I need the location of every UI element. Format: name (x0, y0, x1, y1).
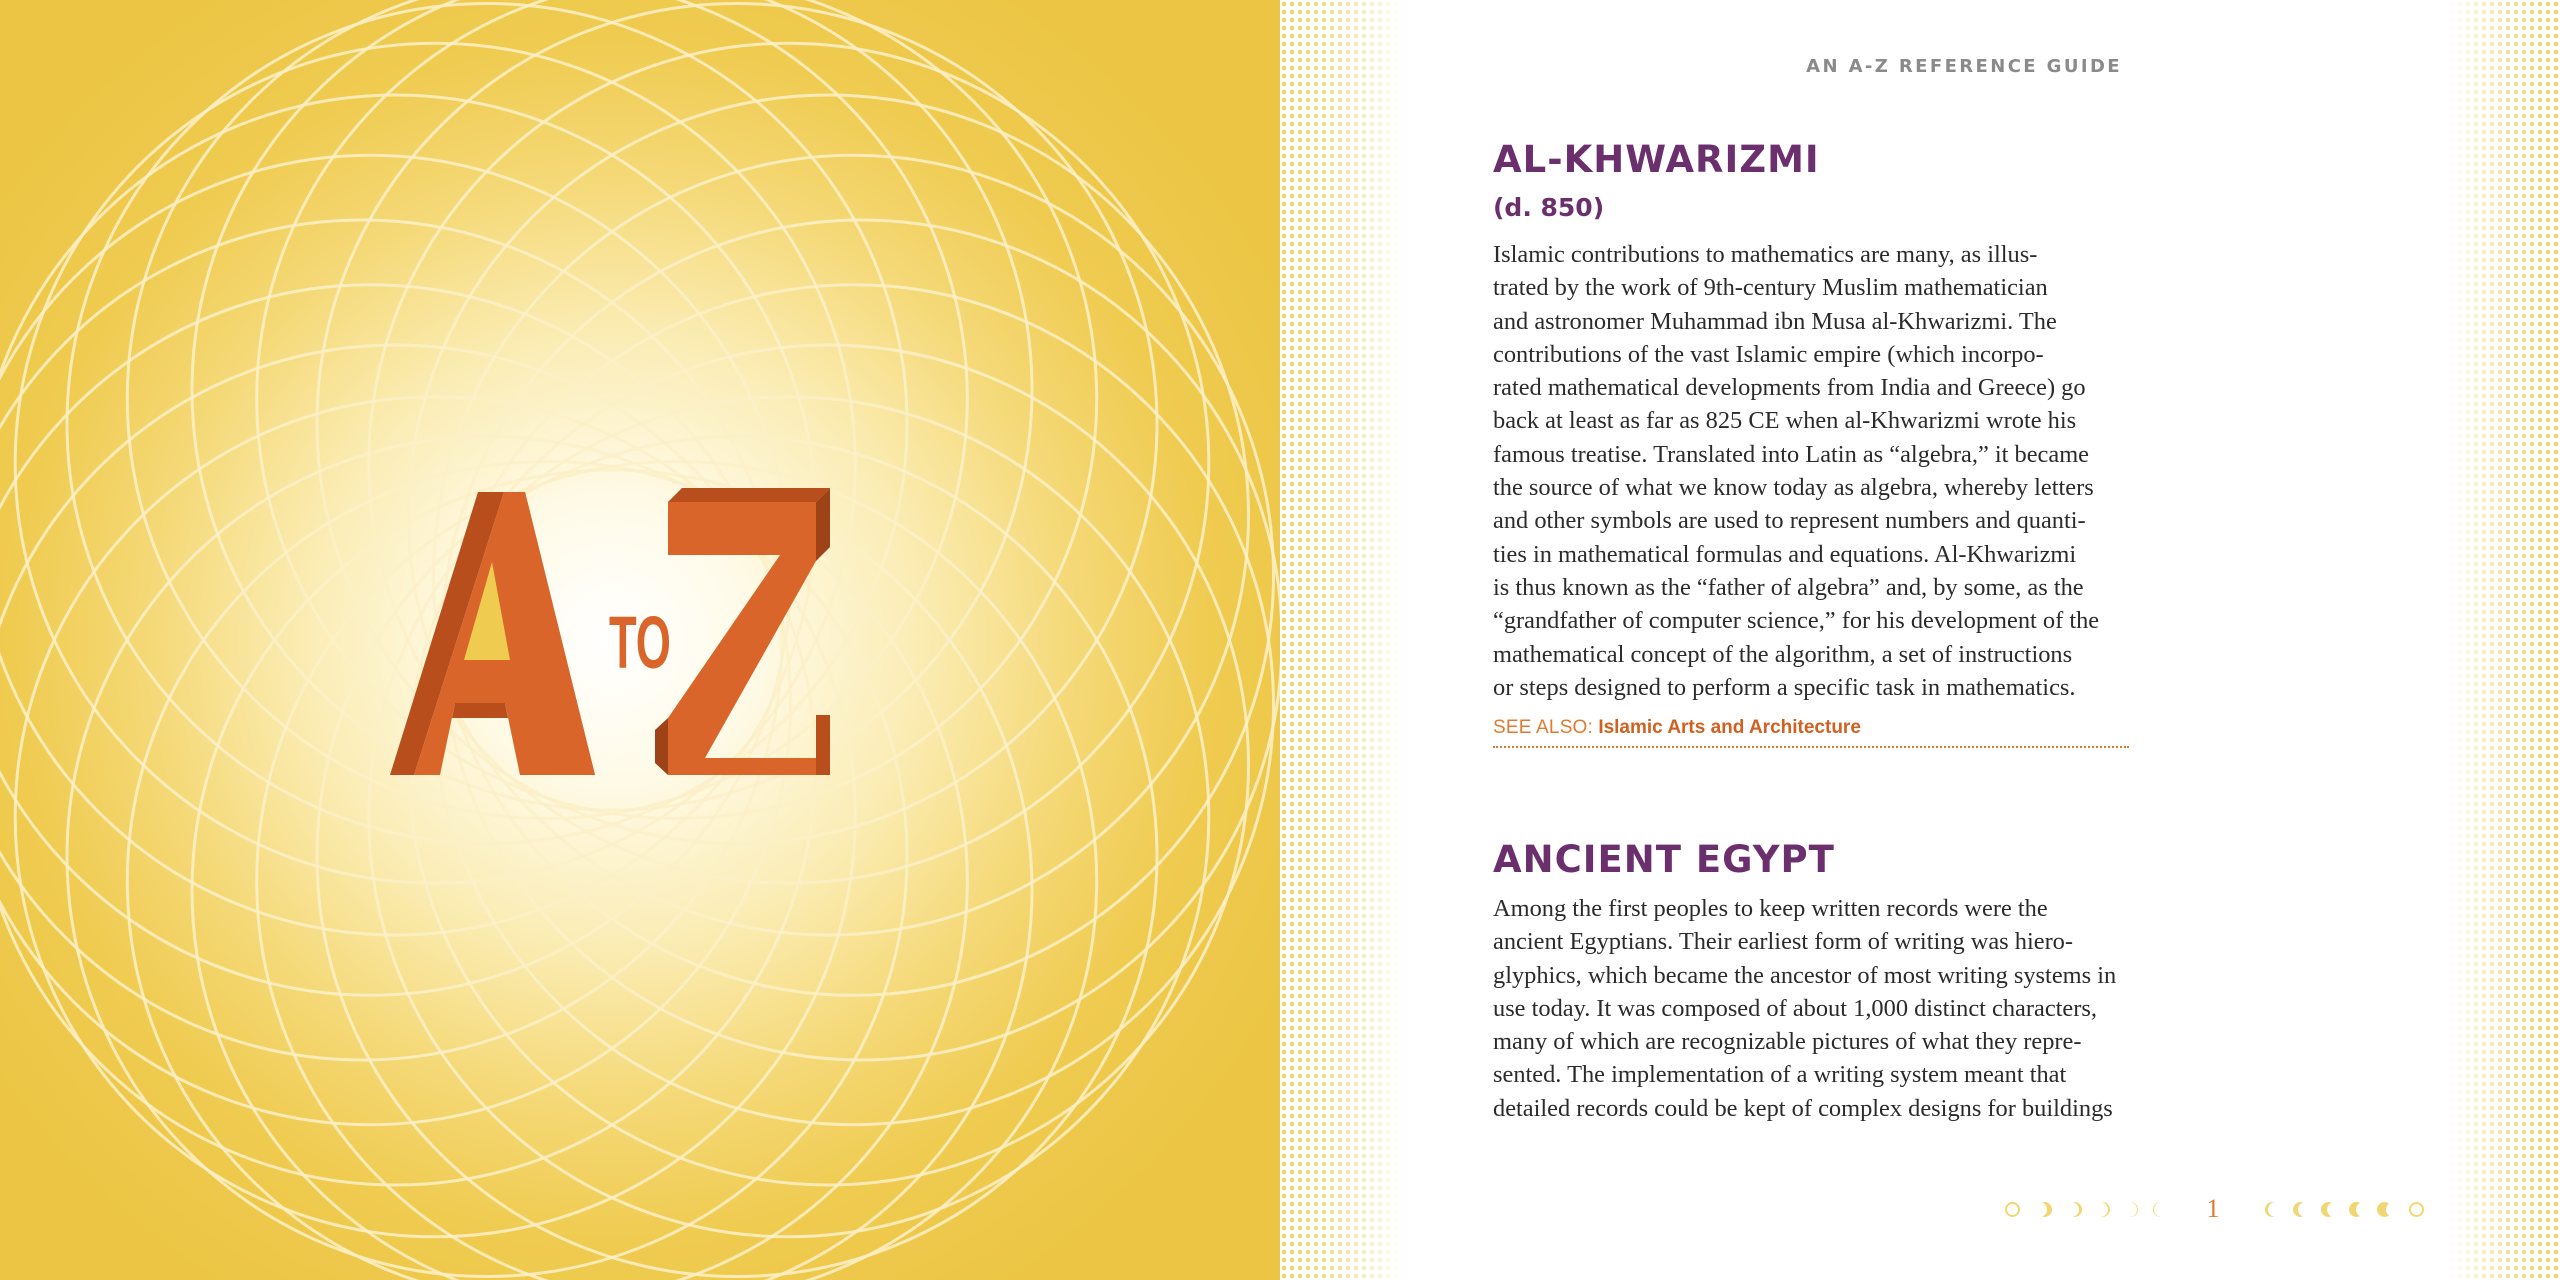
body-line: and astronomer Muhammad ibn Musa al-Khwarizmi. The (1493, 307, 2057, 335)
body-line: sented. The implementation of a writing system meant that (1493, 1061, 2067, 1089)
entry-ancient-egypt (1493, 838, 2133, 1125)
body-line: contributions of the vast Islamic empire (which incorpo- (1493, 340, 2044, 368)
body-line: trated by the work of 9th-century Muslim mathematician (1493, 274, 2048, 302)
running-head: AN A-Z REFERENCE GUIDE (1806, 56, 2122, 77)
moon-phase-icon (2095, 1202, 2110, 1217)
body-line: Among the first peoples to keep written records were the (1493, 895, 2048, 922)
moon-phase-icon (2153, 1202, 2168, 1217)
letter-z-shape (655, 488, 830, 775)
entry-body (1493, 238, 2133, 704)
see-also-label: SEE ALSO: (1493, 717, 1594, 739)
word-to: TO (609, 601, 671, 684)
moon-phase-icon (2123, 1202, 2138, 1217)
moon-phase-icon (2349, 1202, 2364, 1217)
body-line: Islamic contributions to mathematics are many, as illus- (1493, 241, 2038, 268)
see-also (1493, 716, 2129, 748)
moon-phase-icon (2037, 1202, 2052, 1217)
see-also-link[interactable]: Islamic Arts and Architecture (1598, 717, 1861, 739)
body-line: use today. It was composed of about 1,000 distinct characters, (1493, 994, 2097, 1022)
entry-title: ANCIENT EGYPT (1493, 838, 1835, 881)
moon-phase-icon (2409, 1202, 2424, 1217)
body-line: detailed records could be kept of complex designs for buildings (1493, 1094, 2113, 1122)
body-line: is thus known as the “father of algebra” and, by some, as the (1493, 573, 2084, 601)
body-line: the source of what we know today as algebra, whereby letters (1493, 474, 2094, 502)
dot-pattern-left (1280, 0, 1405, 1280)
body-line: “grandfather of computer science,” for his development of the (1493, 607, 2100, 635)
body-line: famous treatise. Translated into Latin as “algebra,” it became (1493, 440, 2090, 468)
entry-title: AL-KHWARIZMI (1493, 138, 1820, 181)
moon-phase-icon (2067, 1202, 2082, 1217)
entry-al-khwarizmi (1493, 138, 2133, 748)
body-line: rated mathematical developments from India and Greece) go (1493, 374, 2086, 402)
body-line: or steps designed to perform a specific task in mathematics. (1493, 673, 2076, 701)
moon-phase-icon (2377, 1202, 2392, 1217)
moon-phase-icon (2265, 1202, 2280, 1217)
entry-body (1493, 892, 2133, 1125)
entry-dates: (d. 850) (1493, 193, 1605, 222)
text-page (1280, 0, 2560, 1280)
page-number: 1 (2206, 1194, 2220, 1223)
letter-a-shape (390, 492, 595, 775)
body-line: mathematical concept of the algorithm, a set of instructions (1493, 640, 2073, 668)
body-line: ancient Egyptians. Their earliest form of writing was hiero- (1493, 928, 2074, 956)
body-line: ties in mathematical formulas and equations. Al-Khwarizmi (1493, 540, 2077, 568)
body-line: many of which are recognizable pictures of what they repre- (1493, 1028, 2082, 1056)
body-line: back at least as far as 825 CE when al-Khwarizmi wrote his (1493, 407, 2077, 435)
moon-phase-icon (2321, 1202, 2336, 1217)
moon-phase-icon (2005, 1202, 2020, 1217)
body-line: and other symbols are used to represent numbers and quanti- (1493, 507, 2086, 535)
dot-pattern-right (2448, 0, 2560, 1280)
moon-phase-icon (2293, 1202, 2308, 1217)
body-line: glyphics, which became the ancestor of most writing systems in (1493, 961, 2117, 989)
